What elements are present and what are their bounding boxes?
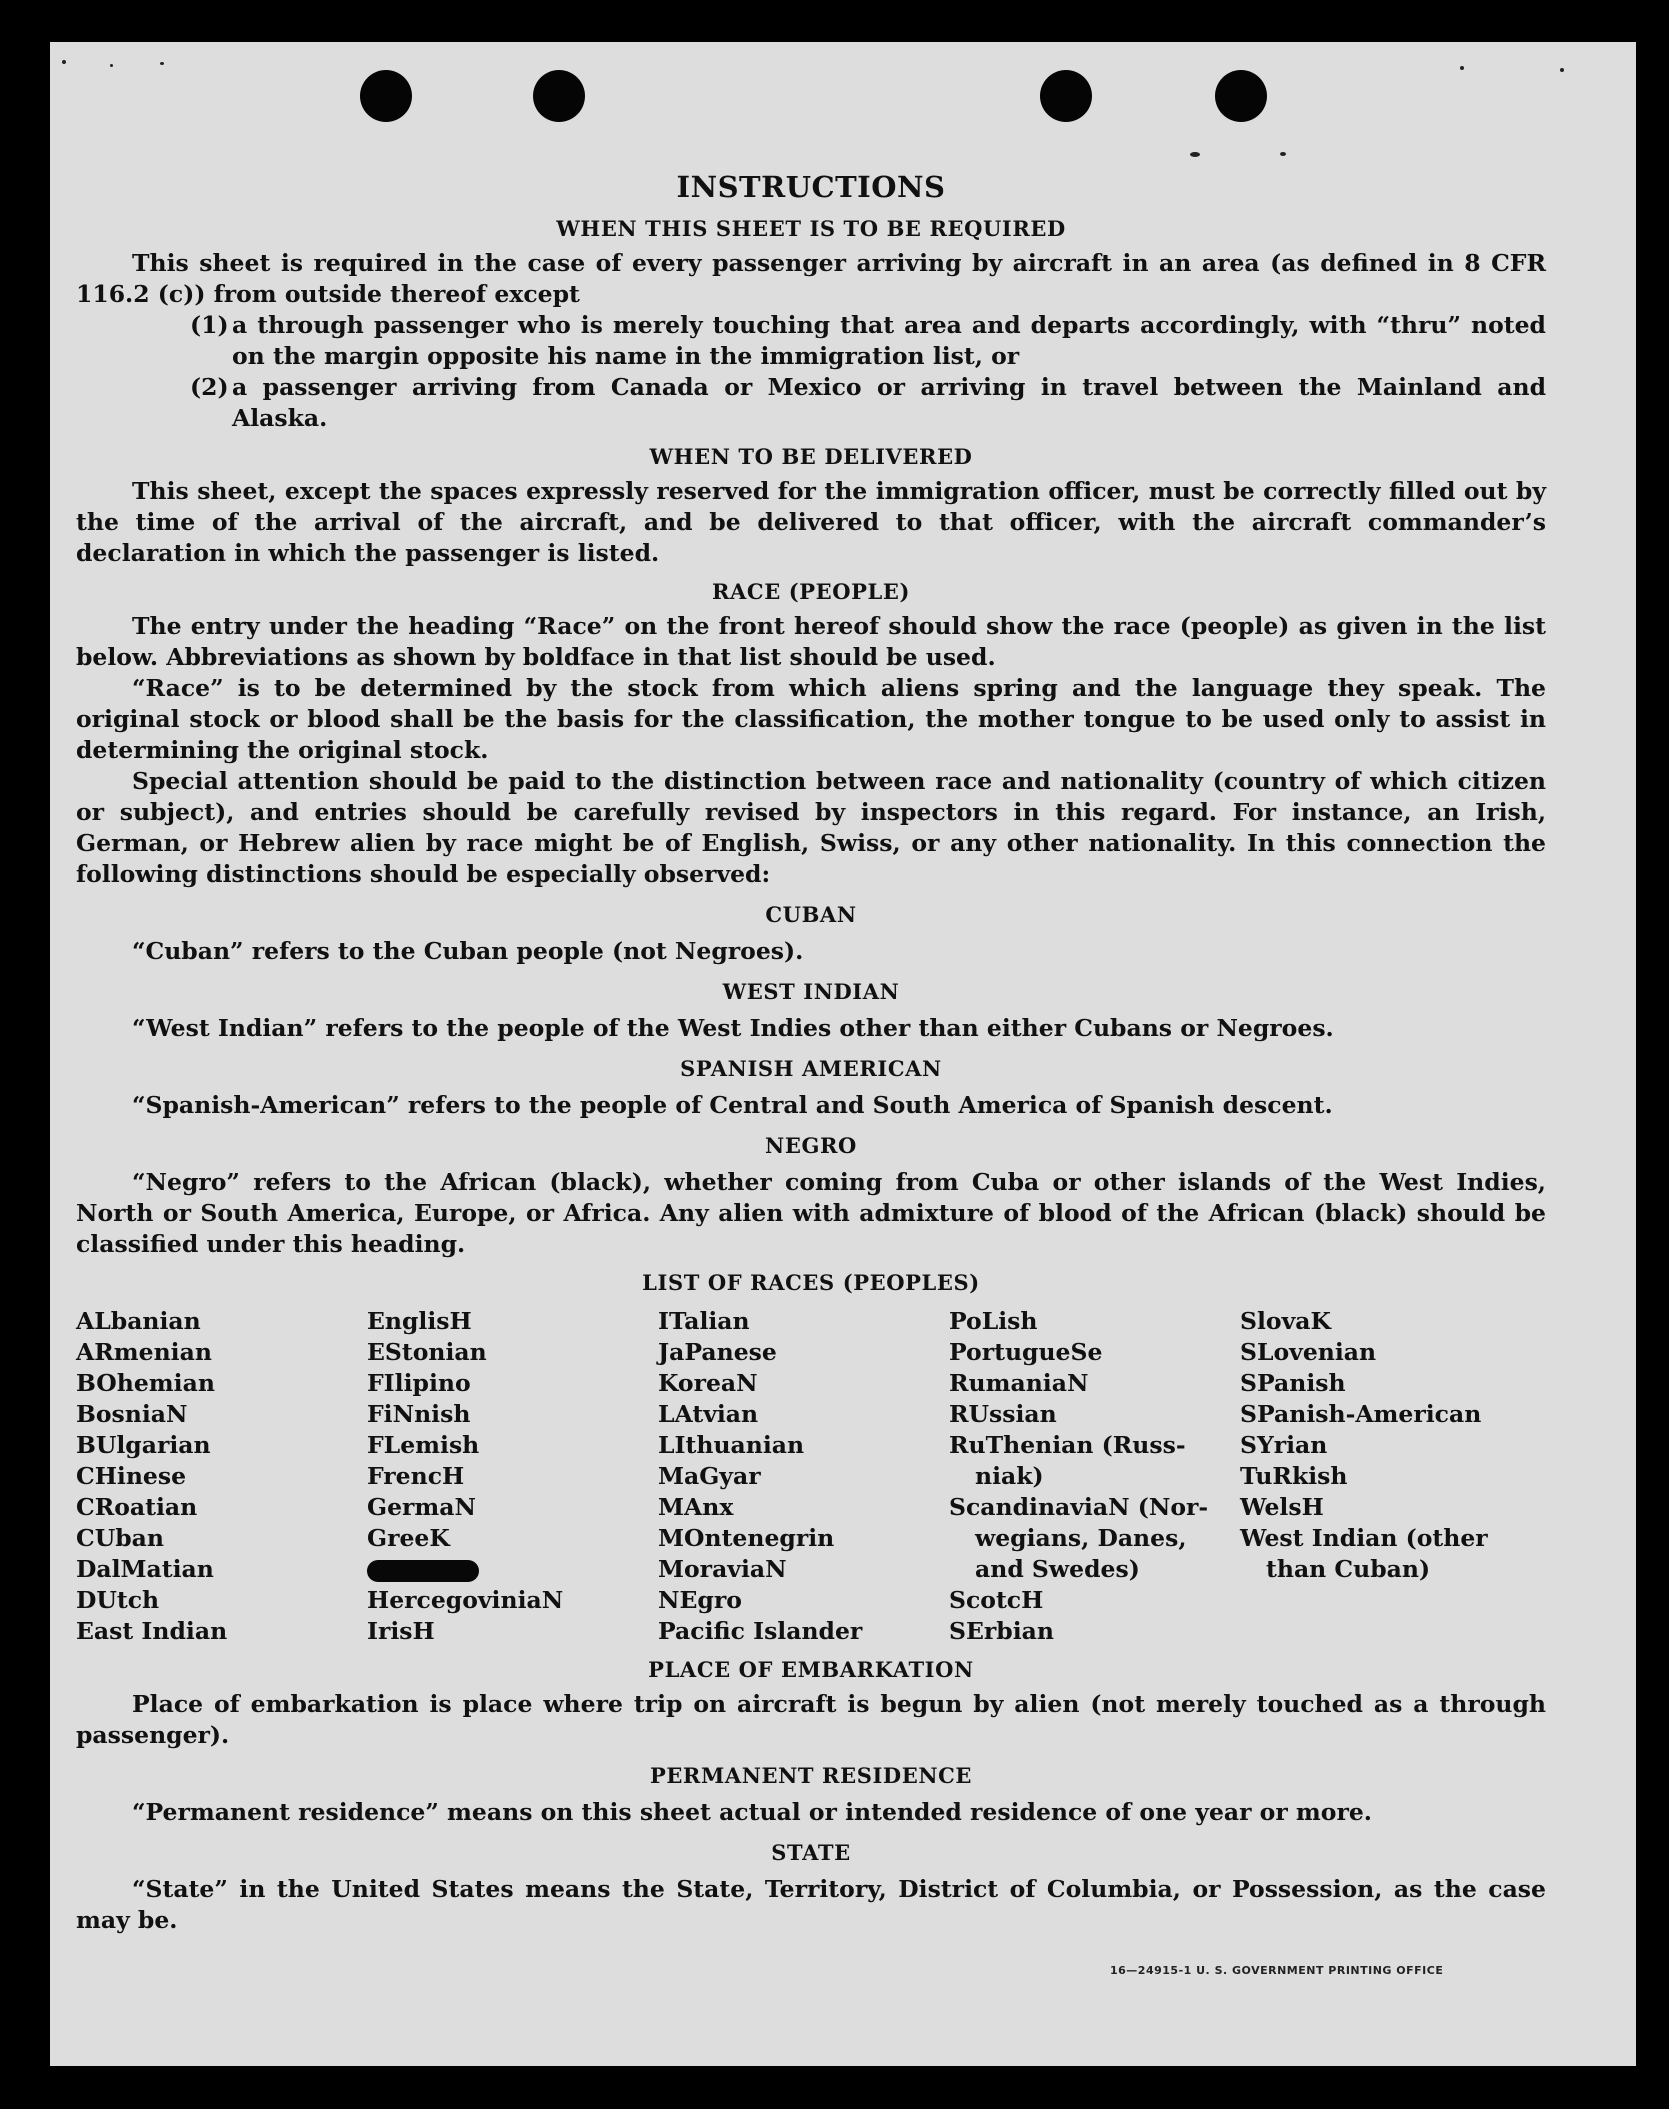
- race-entry: MaGyar: [658, 1462, 761, 1490]
- race-entry: IrisH: [367, 1617, 435, 1645]
- race-paragraph: Special attention should be paid to the distinction between race and nationality (country of which citizen or subject), and entries should be carefully revised by inspectors in this regard. For instance, an Irish, German, or Hebrew alien by race might be of English, Swiss, or any other nationality. In this connection the following distinctions should be especially observed:: [76, 767, 1546, 888]
- required-intro: This sheet is required in the case of every passenger arriving by aircraft in an area (as defined in 8 CFR 116.2 (c)) from outside thereof except: [76, 249, 1546, 308]
- race-entry: DUtch: [76, 1586, 160, 1614]
- race-entry: GreeK: [367, 1524, 450, 1552]
- heading-state: STATE: [771, 1840, 851, 1865]
- instructions-content: [76, 168, 1546, 1936]
- race-entry: TuRkish: [1240, 1462, 1348, 1490]
- race-paragraph: The entry under the heading “Race” on the front hereof should show the race (people) as given in the list below. Abbreviations as shown by boldface in that list should be used.: [76, 612, 1546, 671]
- race-entry: ALbanian: [76, 1307, 201, 1335]
- race-entry: ScandinaviaN (Nor-: [949, 1493, 1209, 1521]
- spanish-american-text: “Spanish-American” refers to the people of Central and South America of Spanish descent.: [132, 1091, 1333, 1119]
- race-column: [658, 1306, 949, 1647]
- heading-required: WHEN THIS SHEET IS TO BE REQUIRED: [556, 216, 1066, 241]
- race-entry: HercegoviniaN: [367, 1586, 564, 1614]
- item-number: (1): [190, 311, 229, 339]
- required-item: [190, 310, 1546, 372]
- punch-hole: [533, 70, 585, 122]
- race-entry: SYrian: [1240, 1431, 1328, 1459]
- race-entry: MOntenegrin: [658, 1524, 835, 1552]
- heading-race: RACE (PEOPLE): [711, 579, 911, 604]
- document-sheet: [50, 42, 1636, 2066]
- race-entry: MAnx: [658, 1493, 734, 1521]
- race-entry: LAtvian: [658, 1400, 759, 1428]
- race-entry: FLemish: [367, 1431, 480, 1459]
- race-entry: BosniaN: [76, 1400, 188, 1428]
- race-entry-continued: niak): [975, 1462, 1044, 1490]
- race-entry: MoraviaN: [658, 1555, 787, 1583]
- heading-residence: PERMANENT RESIDENCE: [649, 1763, 973, 1788]
- heading-list-of-races: LIST OF RACES (PEOPLES): [642, 1270, 980, 1295]
- race-entry: CHinese: [76, 1462, 187, 1490]
- race-entry: RUssian: [949, 1400, 1057, 1428]
- race-column: [367, 1306, 658, 1647]
- race-list: [76, 1306, 1546, 1647]
- race-entry: SPanish: [1240, 1369, 1346, 1397]
- item-text: a through passenger who is merely touching that area and departs accordingly, with “thru” noted on the margin opposite his name in the immigration list, or: [232, 311, 1546, 370]
- punch-hole: [1215, 70, 1267, 122]
- race-column: [1240, 1306, 1531, 1647]
- race-entry: FrencH: [367, 1462, 465, 1490]
- race-entry: FiNnish: [367, 1400, 471, 1428]
- redaction-mark: [367, 1560, 479, 1582]
- race-entry: KoreaN: [658, 1369, 758, 1397]
- race-entry: ARmenian: [76, 1338, 212, 1366]
- state-text: “State” in the United States means the State, Territory, District of Columbia, or Possession, as the case may be.: [76, 1875, 1546, 1934]
- residence-text: “Permanent residence” means on this sheet actual or intended residence of one year or more.: [132, 1798, 1372, 1826]
- race-entry: PortugueSe: [949, 1338, 1103, 1366]
- race-entry: WelsH: [1240, 1493, 1324, 1521]
- required-item: [190, 372, 1546, 434]
- race-entry: SlovaK: [1240, 1307, 1331, 1335]
- race-column: [76, 1306, 367, 1647]
- heading-cuban: CUBAN: [765, 902, 857, 927]
- race-entry: SPanish-American: [1240, 1400, 1482, 1428]
- race-entry: FIlipino: [367, 1369, 471, 1397]
- race-entry: DalMatian: [76, 1555, 214, 1583]
- page-title: INSTRUCTIONS: [676, 170, 946, 204]
- race-entry: PoLish: [949, 1307, 1038, 1335]
- race-entry: EStonian: [367, 1338, 487, 1366]
- heading-spanish-american: SPANISH AMERICAN: [680, 1056, 942, 1081]
- race-entry: East Indian: [76, 1617, 228, 1645]
- heading-delivered: WHEN TO BE DELIVERED: [649, 444, 973, 469]
- race-entry: JaPanese: [658, 1338, 777, 1366]
- race-paragraph: “Race” is to be determined by the stock from which aliens spring and the language they speak. The original stock or blood shall be the basis for the classification, the mother tongue to be used only to assist in determining the original stock.: [76, 674, 1546, 764]
- race-entry: Pacific Islander: [658, 1617, 863, 1645]
- item-text: a passenger arriving from Canada or Mexico or arriving in travel between the Mainland and Alaska.: [232, 373, 1546, 432]
- race-entry: RuThenian (Russ-: [949, 1431, 1186, 1459]
- redacted-entry: [367, 1554, 658, 1585]
- race-entry: West Indian (other: [1240, 1524, 1488, 1552]
- race-entry: LIthuanian: [658, 1431, 805, 1459]
- negro-text: “Negro” refers to the African (black), whether coming from Cuba or other islands of the West Indies, North or South America, Europe, or Africa. Any alien with admixture of blood of the African (black) should be classified under this heading.: [76, 1168, 1546, 1258]
- heading-west-indian: WEST INDIAN: [722, 979, 900, 1004]
- item-number: (2): [190, 373, 229, 401]
- race-entry: NEgro: [658, 1586, 742, 1614]
- race-entry: CRoatian: [76, 1493, 198, 1521]
- race-entry: ScotcH: [949, 1586, 1044, 1614]
- race-entry: BOhemian: [76, 1369, 215, 1397]
- race-entry: EnglisH: [367, 1307, 472, 1335]
- race-entry: BUlgarian: [76, 1431, 211, 1459]
- race-entry-continued: and Swedes): [975, 1555, 1140, 1583]
- race-entry-continued: wegians, Danes,: [975, 1524, 1187, 1552]
- race-entry: ITalian: [658, 1307, 750, 1335]
- race-entry: RumaniaN: [949, 1369, 1089, 1397]
- race-entry: CUban: [76, 1524, 164, 1552]
- race-entry-continued: than Cuban): [1266, 1555, 1431, 1583]
- embarkation-text: Place of embarkation is place where trip on aircraft is begun by alien (not merely touched as a through passenger).: [76, 1690, 1546, 1749]
- punch-hole: [360, 70, 412, 122]
- race-column: [949, 1306, 1240, 1647]
- race-entry: SErbian: [949, 1617, 1054, 1645]
- heading-negro: NEGRO: [765, 1133, 857, 1158]
- west-indian-text: “West Indian” refers to the people of the West Indies other than either Cubans or Negroes.: [132, 1014, 1334, 1042]
- delivered-text: This sheet, except the spaces expressly reserved for the immigration officer, must be correctly filled out by the time of the arrival of the aircraft, and be delivered to that officer, with the aircraft commander’s declaration in which the passenger is listed.: [76, 477, 1546, 567]
- cuban-text: “Cuban” refers to the Cuban people (not Negroes).: [132, 937, 804, 965]
- printer-imprint: 16—24915-1 U. S. GOVERNMENT PRINTING OFFICE: [1110, 1964, 1444, 1977]
- race-entry: GermaN: [367, 1493, 476, 1521]
- race-entry: SLovenian: [1240, 1338, 1377, 1366]
- heading-embarkation: PLACE OF EMBARKATION: [648, 1657, 974, 1682]
- punch-hole: [1040, 70, 1092, 122]
